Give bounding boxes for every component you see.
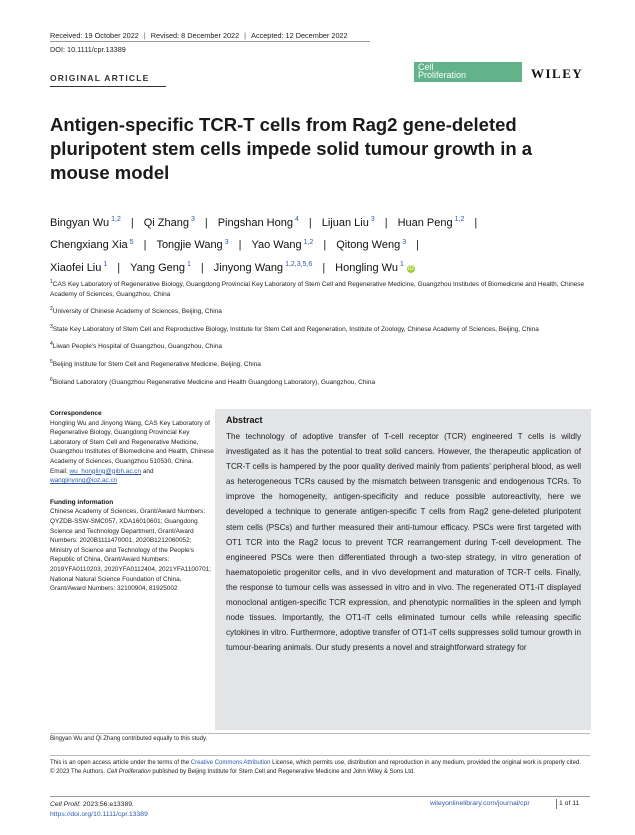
email-link[interactable]: wu_hongling@gibh.ac.cn (69, 467, 142, 475)
page-number: 1 of 11 (559, 800, 580, 807)
affiliations (50, 278, 590, 393)
divider (50, 796, 590, 797)
affiliation: $^1$CAS Key Laboratory of Regenerative Biology, Guangdong Provincial Key Laboratory of Stem Cell and Regenerative Medicine, Guangzhou Institutes of Biomedicine and Health, Chinese Academy of Sciences, Guangzhou, China (50, 279, 585, 298)
author[interactable]: Hongling Wu $^1$iD (335, 261, 414, 274)
affiliation: $^2$University of Chinese Academy of Sciences, Beijing, China (50, 306, 222, 316)
affiliation: $^3$State Key Laboratory of Stem Cell and Reproductive Biology, Institute for Stem Cell and Regeneration, Institute of Zoology, Chinese Academy of Sciences, Beijing, China (50, 323, 539, 333)
divider (556, 799, 557, 809)
author[interactable]: Qitong Weng $^3$ (336, 238, 407, 252)
divider (50, 733, 590, 734)
orcid-icon[interactable]: iD (408, 265, 414, 272)
correspondence-heading: Correspondence (50, 410, 102, 417)
sidebar (50, 409, 215, 594)
author[interactable]: Qi Zhang $^3$ (143, 216, 195, 229)
author[interactable]: Huan Peng $^{1,2}$ (397, 216, 465, 229)
publisher-logo[interactable]: WILEY (531, 66, 584, 81)
author[interactable]: Chengxiang Xia $^5$ (50, 238, 134, 252)
correspondence-text: Hongling Wu and Jinyong Wang, CAS Key Laboratory of Regenerative Biology, Guangdong Provincial Key Laboratory of Stem Cell and Regenerative Medicine, Guangzhou Institutes of Biomedicine and Health, Chinese Academy of Sciences, Guangzhou 510530, China. (50, 419, 214, 465)
author[interactable]: Yang Geng $^1$ (130, 261, 191, 274)
author[interactable]: Bingyan Wu $^{1,2}$ (50, 216, 121, 229)
journal-logo-line2: Proliferation (418, 70, 467, 80)
divider (50, 41, 370, 42)
affiliation: $^5$Beijing Institute for Stem Cell and Regenerative Medicine, Beijing, China (50, 359, 261, 369)
accepted-date: Accepted: 12 December 2022 (251, 31, 348, 40)
journal-logo-line1: Cell (418, 62, 434, 72)
author[interactable]: Xiaofei Liu $^1$ (50, 261, 108, 274)
author[interactable]: Pingshan Hong $^4$ (217, 216, 299, 229)
author[interactable]: Jinyong Wang $^{1,2,3,5,6}$ (213, 261, 313, 274)
correspondence-email: Email: wu_hongling@gibh.ac.cn and wangjinyong@ioz.ac.cn (50, 467, 154, 485)
author-list: Bingyan Wu $^{1,2}$ | Qi Zhang $^3$ | Pingshan Hong $^4$ | Lijuan Liu $^3$ | Huan Peng $^{1,2}$ | Chengxiang Xia $^5$ | Tongjie Wang $^3$ | Yao Wang $^{1,2}$ | Qitong Weng $^3$ | Xiaofei Liu $^1$ | Yang Geng $^1$ | Jinyong Wang $^{1,2,3,5,6}$ | Hongling Wu $^1$iD (50, 216, 478, 274)
journal-logo[interactable] (414, 62, 522, 82)
abstract-box (215, 409, 591, 730)
article-dates: Received: 19 October 2022 | Revised: 8 December 2022 | Accepted: 12 December 2022 (50, 31, 348, 40)
funding-heading: Funding information (50, 498, 114, 506)
journal-site-link[interactable]: wileyonlinelibrary.com/journal/cpr (430, 800, 530, 807)
article-title: Antigen-specific TCR-T cells from Rag2 gene-deleted pluripotent stem cells impede solid tumour growth in a mouse model (50, 114, 533, 183)
citation: Cell Prolif. 2023;56:e13389. https://doi.org/10.1111/cpr.13389 (50, 801, 148, 818)
divider (50, 86, 166, 87)
received-date: Received: 19 October 2022 (50, 31, 139, 40)
article-type: ORIGINAL ARTICLE (50, 73, 150, 83)
doi[interactable]: DOI: 10.1111/cpr.13389 (50, 45, 126, 54)
abstract-text: The technology of adoptive transfer of T-cell receptor (TCR) engineered T cells is wildly investigated as it has the potential to treat solid cancers. However, the therapeutic application of TCR-T cells is hampered by the poor quality derived mainly from patients' peripheral blood, as well as heterogeneous TCRs caused by the mismatch between transgenic and endogenous TCRs. To improve the homogeneity, antigen-specificity and reduce possible autoreactivity, here we developed a technique to generate antigen-specific T cells from Rag2 gene-deleted pluripotent stem cells (PSCs) and further measured their anti-tumour efficacy. PSCs were first targeted with OT1 TCR into the Rag2 locus to prevent TCR rearrangement during T-cell development. The engineered PSCs were then differentiated through a two-step strategy, in vitro generation of haematopoietic progenitor cells, and in vivo development and maturation of TCR-T cells. Finally, the response to tumour cells was assessed in vitro and in vivo. The regenerated OT1-iT displayed monoclonal antigen-specific TCR expression, and phenotypic normalities in the spleen and lymph node tissues. Importantly, the OT1-iT cells eliminated tumour cells while releasing specific cytokines in vitro. Furthermore, adoptive transfer of OT1-iT cells suppresses solid tumour growth in tumour-bearing animals. Our study presents a novel and straightforward strategy for (226, 432, 581, 653)
author[interactable]: Tongjie Wang $^3$ (156, 238, 229, 252)
equal-contribution-note: Bingyan Wu and Qi Zhang contributed equally to this study. (50, 736, 208, 742)
license-link[interactable]: Creative Commons Attribution (190, 760, 271, 766)
abstract-heading: Abstract (226, 415, 263, 425)
affiliation: $^4$Liwan People's Hospital of Guangzhou, Guangzhou, China (50, 341, 223, 351)
author[interactable]: Yao Wang $^{1,2}$ (251, 238, 314, 252)
affiliation: $^6$Bioland Laboratory (Guangzhou Regenerative Medicine and Health Guangdong Laboratory), Guangzhou, China (50, 376, 376, 386)
funding-text: Chinese Academy of Sciences, Grant/Award Numbers: QYZDB-SSW-SMC057, XDA16010601; Guangdong Science and Technology Department, Grant/Award Numbers: 2020B1111470001, 2020B1212060052; Ministry of Science and Technology of the People's Republic of China, Grant/Award Numbers: 2019YFA0110203, 2020YFA0112404, 2021YFA1100701; National Natural Science Foundation of China, Grant/Award Numbers: 32100904, 81925002 (50, 508, 211, 593)
author[interactable]: Lijuan Liu $^3$ (321, 216, 375, 229)
email-link[interactable]: wangjinyong@ioz.ac.cn (50, 477, 118, 485)
divider (50, 755, 590, 756)
license-note: This is an open access article under the terms of the Creative Commons Attribution License, which permits use, distribution and reproduction in any medium, provided the original work is properly cited. © 2023 The Authors. Cell Proliferation published by Beijing Institute for Stem Cell and Regenerative Medicine and John Wiley & Sons Ltd. (50, 760, 581, 775)
revised-date: Revised: 8 December 2022 (150, 31, 240, 40)
doi-link[interactable]: https://doi.org/10.1111/cpr.13389 (50, 811, 148, 818)
